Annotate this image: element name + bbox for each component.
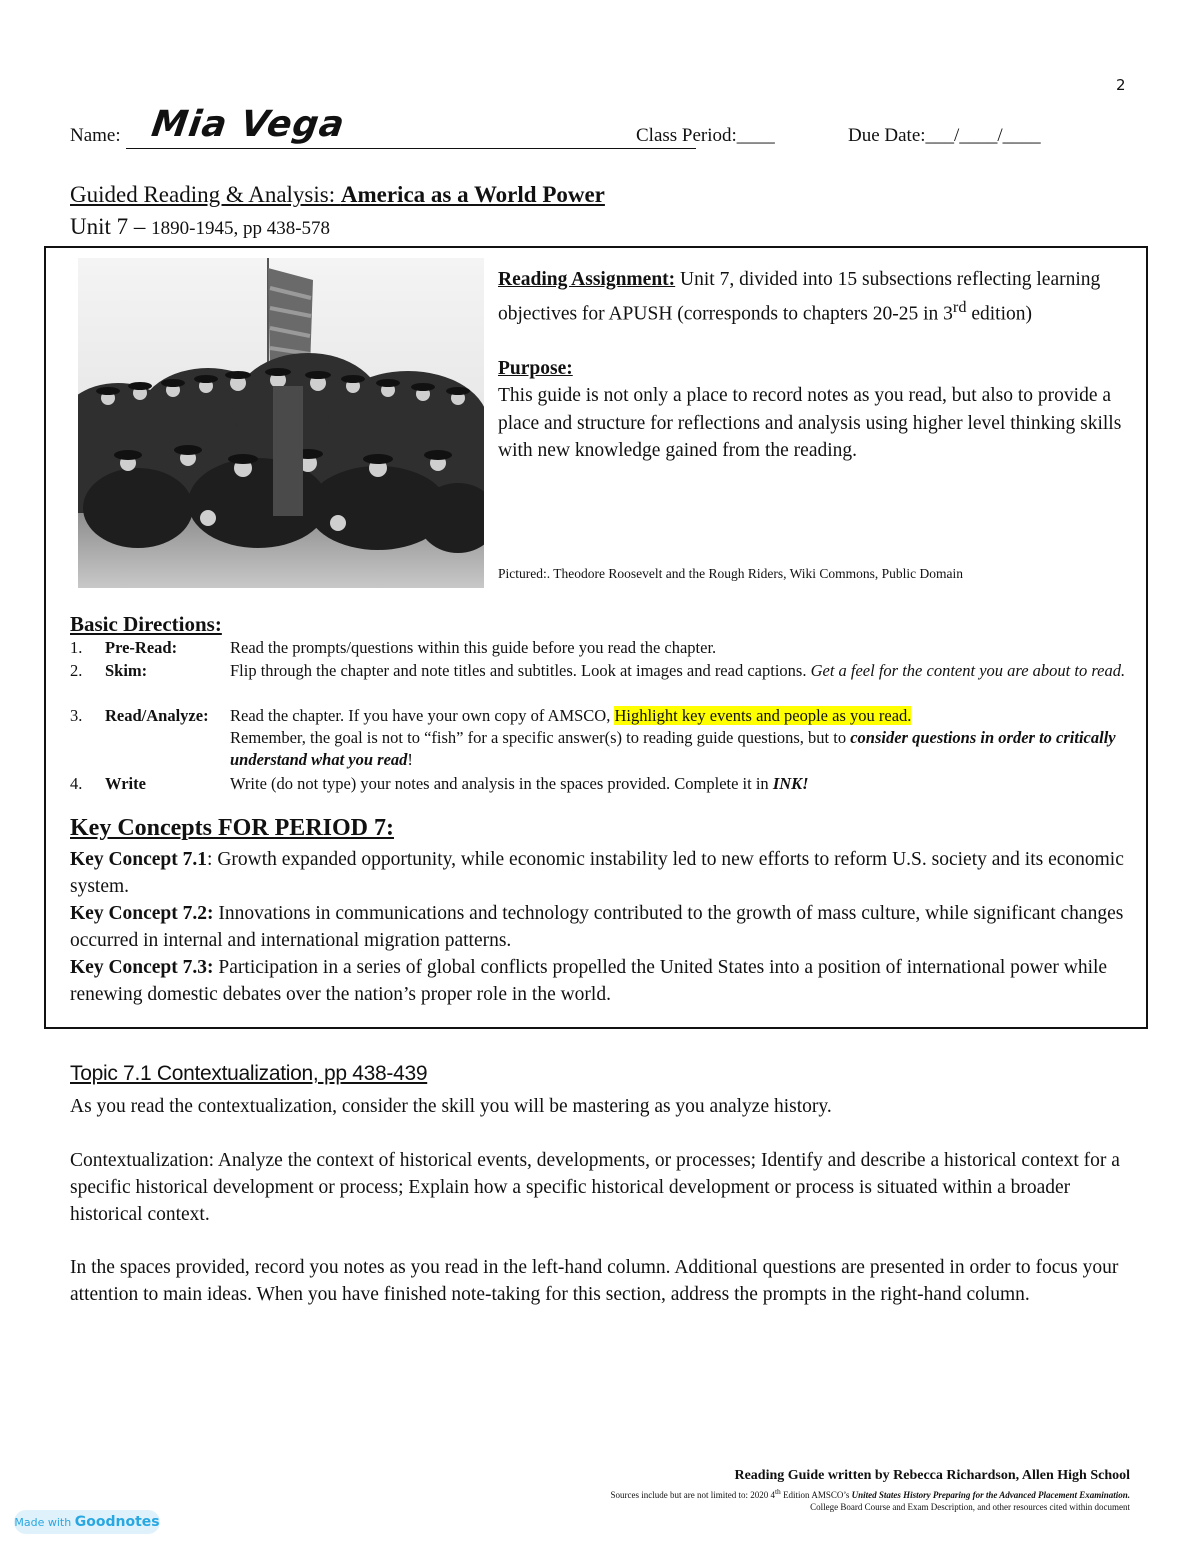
topic-heading: Topic 7.1 Contextualization, pp 438-439	[70, 1062, 428, 1085]
class-period-label: Class Period:____	[636, 125, 775, 146]
purpose-heading: Purpose:	[498, 357, 573, 379]
student-name-handwriting: Mia Vega	[149, 104, 348, 145]
name-line	[126, 148, 696, 149]
page-title: Guided Reading & Analysis: America as a World Power	[70, 182, 605, 207]
purpose-text: This guide is not only a place to record notes as you read, but also to provide a place and structure for reflections and analysis using higher level thinking skills with new knowledge gained from the reading.	[498, 385, 1122, 461]
highlighted-text: Highlight key events and people as you read.	[614, 706, 912, 725]
rough-riders-photo	[78, 258, 484, 588]
key-concepts-heading: Key Concepts FOR PERIOD 7:	[70, 815, 394, 841]
key-concept: Key Concept 7.3: Participation in a series of global conflicts propelled the United States into a position of international power while renewing domestic debates over the nation’s proper role in the world.	[70, 957, 1108, 1005]
photo-caption: Pictured:. Theodore Roosevelt and the Rough Riders, Wiki Commons, Public Domain	[498, 566, 964, 581]
footer-sources: Sources include but are not limited to: 2020 4th Edition AMSCO’s United States History Preparing for the Advanced Placement Examination.	[610, 1487, 1130, 1500]
reading-assignment: Reading Assignment: Unit 7, divided into 15 subsections reflecting learning objectives for APUSH (corresponds to chapters 20-25 in 3rd edition)	[498, 269, 1101, 324]
reading-assignment-block	[498, 266, 1138, 465]
note-taking-instructions: In the spaces provided, record you notes as you read in the left-hand column. Additional questions are presented in order to focus your attention to main ideas. When you have finished note-taking for this section, address the prompts in the right-hand column.	[70, 1257, 1119, 1305]
key-concept: Key Concept 7.2: Innovations in communications and technology contributed to the growth of mass culture, while significant changes occurred in internal and international migration patterns.	[70, 903, 1124, 951]
contextualization-definition: Contextualization: Analyze the context of historical events, developments, or processes; Identify and describe a historical context for a specific historical development or process; Explain how a specific historical development or process is situated within a broader historical context.	[70, 1150, 1120, 1225]
goodnotes-badge[interactable]: Made with Goodnotes	[14, 1510, 160, 1534]
footer-sources-2: College Board Course and Exam Description, and other resources cited within document	[810, 1502, 1130, 1512]
due-date-label: Due Date:___/____/____	[848, 125, 1041, 146]
unit-subtitle: Unit 7 – 1890-1945, pp 438-578	[70, 214, 331, 239]
basic-directions-heading: Basic Directions:	[70, 612, 222, 636]
name-label: Name:	[70, 125, 121, 146]
topic-intro: As you read the contextualization, consider the skill you will be mastering as you analyze history.	[70, 1096, 832, 1117]
page-number: 2	[1116, 76, 1126, 94]
footer-author: Reading Guide written by Rebecca Richardson, Allen High School	[734, 1468, 1130, 1483]
key-concept: Key Concept 7.1: Growth expanded opportunity, while economic instability led to new efforts to reform U.S. society and its economic system.	[70, 849, 1124, 897]
worksheet-header	[70, 104, 1130, 162]
